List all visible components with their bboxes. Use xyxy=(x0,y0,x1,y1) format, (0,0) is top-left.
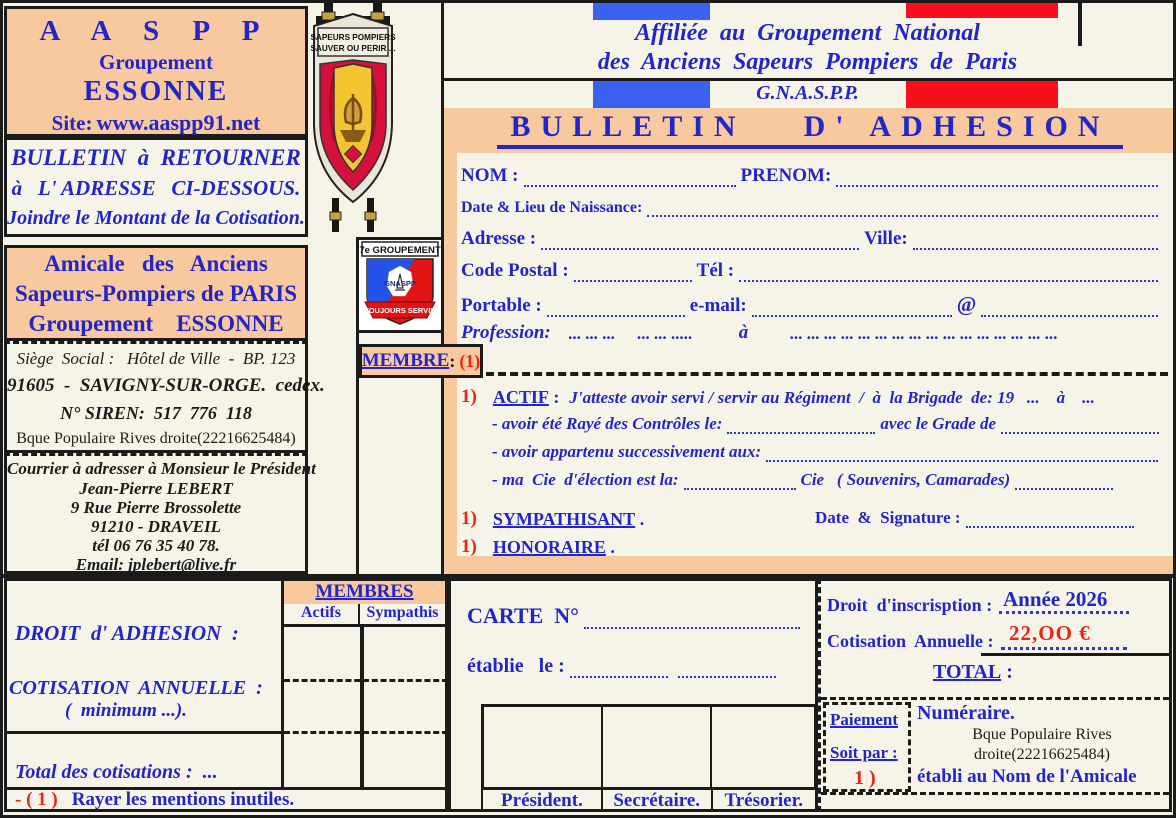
badge-banner-line1: SAPEURS POMPIERS xyxy=(310,33,396,42)
email-domain-line xyxy=(981,298,1158,317)
group-logo-ribbon: TOUJOURS SERVIR xyxy=(364,306,436,315)
carte-box xyxy=(448,578,818,812)
numeraire-label: Numéraire. xyxy=(917,702,1015,724)
sig-tresorier: Trésorier. xyxy=(724,790,804,811)
droits-cotisations-box xyxy=(4,578,448,812)
col-actifs: Actifs xyxy=(284,604,360,624)
sig-president: Président. xyxy=(483,790,603,812)
row-portable-email xyxy=(461,292,1163,317)
paiement-top-divider xyxy=(821,697,1169,700)
banque-line1: Bque Populaire Rives xyxy=(972,726,1112,743)
etablie-label: établie le : xyxy=(467,655,565,677)
affiliation-line1: Affiliée au Groupement National xyxy=(635,20,980,46)
membres-col-divider xyxy=(360,627,364,787)
org-groupement: Groupement xyxy=(99,50,213,74)
return-instructions-box xyxy=(4,137,308,237)
carte-num-line xyxy=(584,613,800,629)
title-band xyxy=(444,108,1176,153)
sympathisant-period: . xyxy=(635,509,645,529)
actif-line3-fill xyxy=(766,445,1158,462)
actif-line4a: - ma Cie d'élection est la: xyxy=(492,470,679,489)
org-region: ESSONNE xyxy=(83,76,229,107)
signature-cells xyxy=(481,704,817,790)
total-row-divider xyxy=(7,731,281,734)
gnaspp-row xyxy=(443,82,1172,105)
paiement-bottom-divider xyxy=(821,792,1169,795)
site-line xyxy=(7,108,305,140)
membres-table-body xyxy=(281,627,445,787)
profession-dots1: ... ... ... xyxy=(568,324,616,343)
portable-line xyxy=(547,298,685,317)
signature-cell-president xyxy=(484,707,603,787)
actif-line2a: - avoir été Rayé des Contrôles le: xyxy=(492,414,723,433)
row-adresse-ville xyxy=(461,228,1163,250)
at-sign: @ xyxy=(956,292,977,316)
honoraire-num: 1) xyxy=(461,536,477,557)
ville-label: Ville: xyxy=(864,228,908,249)
actif-num: 1) xyxy=(461,386,477,407)
row-honoraire xyxy=(461,536,615,558)
membres-row-divider2 xyxy=(284,731,448,734)
courrier-line4: 91210 - DRAVEIL xyxy=(90,517,222,536)
etabli-label: établi au Nom de l'Amicale xyxy=(917,766,1137,787)
siege-line3: N° SIREN: 517 776 118 xyxy=(60,403,252,423)
paiement-detail xyxy=(917,702,1167,789)
affiliation-line2-row xyxy=(443,49,1172,76)
total-row xyxy=(933,661,1013,684)
row-actif-appartenu xyxy=(492,442,1163,462)
return-line3: Joindre le Montant de la Cotisation. xyxy=(7,207,305,229)
cotisation-line xyxy=(1001,647,1127,650)
group-logo-illustration xyxy=(359,240,441,330)
courrier-line2: Jean-Pierre LEBERT xyxy=(79,479,233,498)
etablie-line2 xyxy=(678,662,776,678)
actif-line2-fill2 xyxy=(1001,417,1159,434)
badge-illustration xyxy=(302,2,404,236)
droit-inscription-line xyxy=(999,611,1129,614)
minimum-label: ( minimum ...). xyxy=(65,700,187,721)
naissance-line xyxy=(647,198,1158,217)
cotisation-label: Cotisation Annuelle : xyxy=(827,631,994,651)
adresse-label: Adresse : xyxy=(461,228,537,249)
profession-dots2: ... ... ..... xyxy=(637,324,693,343)
sig-secretaire: Secrétaire. xyxy=(603,790,713,812)
membres-table-header xyxy=(281,581,445,604)
flag-red-bar-top xyxy=(906,1,1058,18)
code-postal-line xyxy=(574,263,692,282)
actif-line2b: avec le Grade de xyxy=(880,414,997,433)
header-top-border xyxy=(441,0,1176,3)
actif-label: ACTIF xyxy=(492,387,549,407)
a-label: à xyxy=(738,322,749,343)
gnaspp-label: G.N.A.S.P.P. xyxy=(756,82,859,104)
membre-dashed-line xyxy=(486,372,1168,376)
signature-cell-secretaire xyxy=(603,707,712,787)
title-gap xyxy=(746,110,804,144)
actif-colon: : xyxy=(548,387,560,407)
gnaspp-row-border xyxy=(441,78,1176,81)
row-actif-raye xyxy=(492,414,1164,434)
prenom-line xyxy=(836,168,1158,187)
amicale-line1: Amicale des Anciens xyxy=(44,251,268,276)
affiliation-line1-row xyxy=(443,20,1172,47)
honoraire-label: HONORAIRE xyxy=(492,537,606,557)
group-logo-center: GNASPP xyxy=(384,279,416,288)
amicale-line3: Groupement ESSONNE xyxy=(28,311,284,336)
portable-label: Portable : xyxy=(461,295,542,316)
signature-line xyxy=(966,511,1134,528)
naissance-label: Date & Lieu de Naissance: xyxy=(461,199,643,216)
membre-num: (1) xyxy=(459,350,481,371)
row-profession xyxy=(461,322,1163,344)
total-cotisations-label: Total des cotisations : ... xyxy=(15,761,218,783)
siege-line1: Siège Social : Hôtel de Ville - BP. 123 xyxy=(16,349,296,368)
row-actif xyxy=(461,386,1095,408)
courrier-line1: Courrier à adresser à Monsieur le Président xyxy=(7,459,316,478)
siege-social-box xyxy=(4,341,325,453)
form-title xyxy=(497,110,1124,149)
prenom-label: PRENOM: xyxy=(740,165,832,186)
row-cp-tel xyxy=(461,260,1163,282)
group-logo-header: 7e GROUPEMENT xyxy=(359,245,441,256)
org-acronym: A A S P P xyxy=(39,15,273,47)
membres-header-label: MEMBRES xyxy=(315,581,414,602)
row-etablie xyxy=(467,655,805,678)
droit-adhesion-label: DROIT d' ADHESION : xyxy=(15,621,239,645)
peach-bottom-band xyxy=(457,556,1176,575)
total-label: TOTAL xyxy=(933,661,1002,683)
courrier-line6: Email: jplebert@live.fr xyxy=(75,555,237,574)
actif-line3: - avoir appartenu successivement aux: xyxy=(492,442,762,461)
montant-value: 22,OO € xyxy=(1009,621,1091,645)
site-url: www.aaspp91.net xyxy=(96,110,261,135)
courrier-box xyxy=(4,453,316,574)
email-label: e-mail: xyxy=(689,295,747,316)
signature-label: Date & Signature : xyxy=(815,508,961,527)
carte-label: CARTE N° xyxy=(467,603,579,628)
row-sympathisant xyxy=(461,508,644,530)
profession-label: Profession: xyxy=(461,322,551,343)
etablie-line1 xyxy=(570,662,668,678)
col-sympathis: Sympathis xyxy=(366,604,439,621)
actif-line4-fill2 xyxy=(1015,473,1113,490)
profession-dots3: ... ... ... ... ... ... ... ... ... ... ... ... ... ... ... ... xyxy=(790,324,1058,343)
aaspp-header-box xyxy=(4,6,308,137)
row-carte-num xyxy=(467,603,805,629)
membre-box xyxy=(359,344,483,378)
sapeurs-pompiers-badge xyxy=(302,2,404,236)
sympathisant-num: 1) xyxy=(461,508,477,529)
actif-line1: J'atteste avoir servi / servir au Régiment / à la Brigade de: 19 ... à ... xyxy=(569,388,1095,407)
gnaspp-group-logo xyxy=(356,237,444,333)
note-num: - ( 1 ) xyxy=(15,788,58,810)
site-label: Site: xyxy=(51,111,93,135)
note-row xyxy=(7,787,445,809)
flag-blue-bar-top xyxy=(593,3,710,20)
return-line1: BULLETIN à RETOURNER xyxy=(11,145,301,170)
paiement-label: Paiement xyxy=(830,710,898,729)
actif-line2-fill1 xyxy=(727,417,875,434)
total-colon: : xyxy=(1001,661,1013,683)
row-naissance xyxy=(461,198,1163,217)
siege-line4: Bque Populaire Rives droite(22216625484) xyxy=(16,430,296,447)
email-line xyxy=(752,298,952,317)
actif-line4-fill1 xyxy=(684,473,796,490)
adresse-line xyxy=(541,231,859,250)
membres-row-divider1 xyxy=(284,679,448,682)
title-part1: BULLETIN xyxy=(510,110,746,143)
courrier-line5: tél 06 76 35 40 78. xyxy=(92,536,220,555)
soit-par-label: Soit par : xyxy=(830,743,898,762)
membre-colon: : xyxy=(449,350,456,371)
code-postal-label: Code Postal : xyxy=(461,260,569,281)
signature-labels xyxy=(481,790,817,812)
total-top-border xyxy=(981,653,1169,656)
ville-line xyxy=(913,231,1158,250)
membre-label: MEMBRE xyxy=(361,350,450,371)
nom-label: NOM : xyxy=(461,165,519,186)
actif-line4b: Cie ( Souvenirs, Camarades) xyxy=(800,470,1011,489)
droit-inscription-label: Droit d'inscrisption : xyxy=(827,595,993,615)
badge-banner-line2: SAUVER OU PERIR ... xyxy=(310,44,396,53)
row-signature xyxy=(815,508,1139,528)
siege-line2: 91605 - SAVIGNY-SUR-ORGE. cedex. xyxy=(7,375,325,396)
row-actif-cie xyxy=(492,470,1118,490)
sympathisant-label: SYMPATHISANT xyxy=(492,509,636,529)
annee-value: Année 2026 xyxy=(1003,587,1108,611)
nom-line xyxy=(524,168,736,187)
banque-line2: droite(22216625484) xyxy=(974,746,1110,763)
amicale-title-box xyxy=(4,245,308,341)
inscription-box xyxy=(818,578,1172,812)
courrier-line3: 9 Rue Pierre Brossolette xyxy=(70,498,242,517)
honoraire-period: . xyxy=(605,537,615,557)
cotisation-annuelle-label: COTISATION ANNUELLE : xyxy=(9,677,263,699)
paiement-num: 1 ) xyxy=(854,767,876,789)
note-text: Rayer les mentions inutiles. xyxy=(71,788,295,810)
return-line2: à L' ADRESSE CI-DESSOUS. xyxy=(11,176,301,200)
amicale-line2: Sapeurs-Pompiers de PARIS xyxy=(15,281,297,306)
signature-cell-tresorier xyxy=(712,707,814,787)
row-nom-prenom xyxy=(461,165,1163,187)
tel-line xyxy=(739,263,1158,282)
paiement-cell xyxy=(823,702,911,792)
membres-table-columns xyxy=(281,604,445,627)
title-part2: D' ADHESION xyxy=(803,110,1110,143)
tel-label: Tél : xyxy=(696,260,735,281)
affiliation-line2: des Anciens Sapeurs Pompiers de Paris xyxy=(597,49,1018,75)
